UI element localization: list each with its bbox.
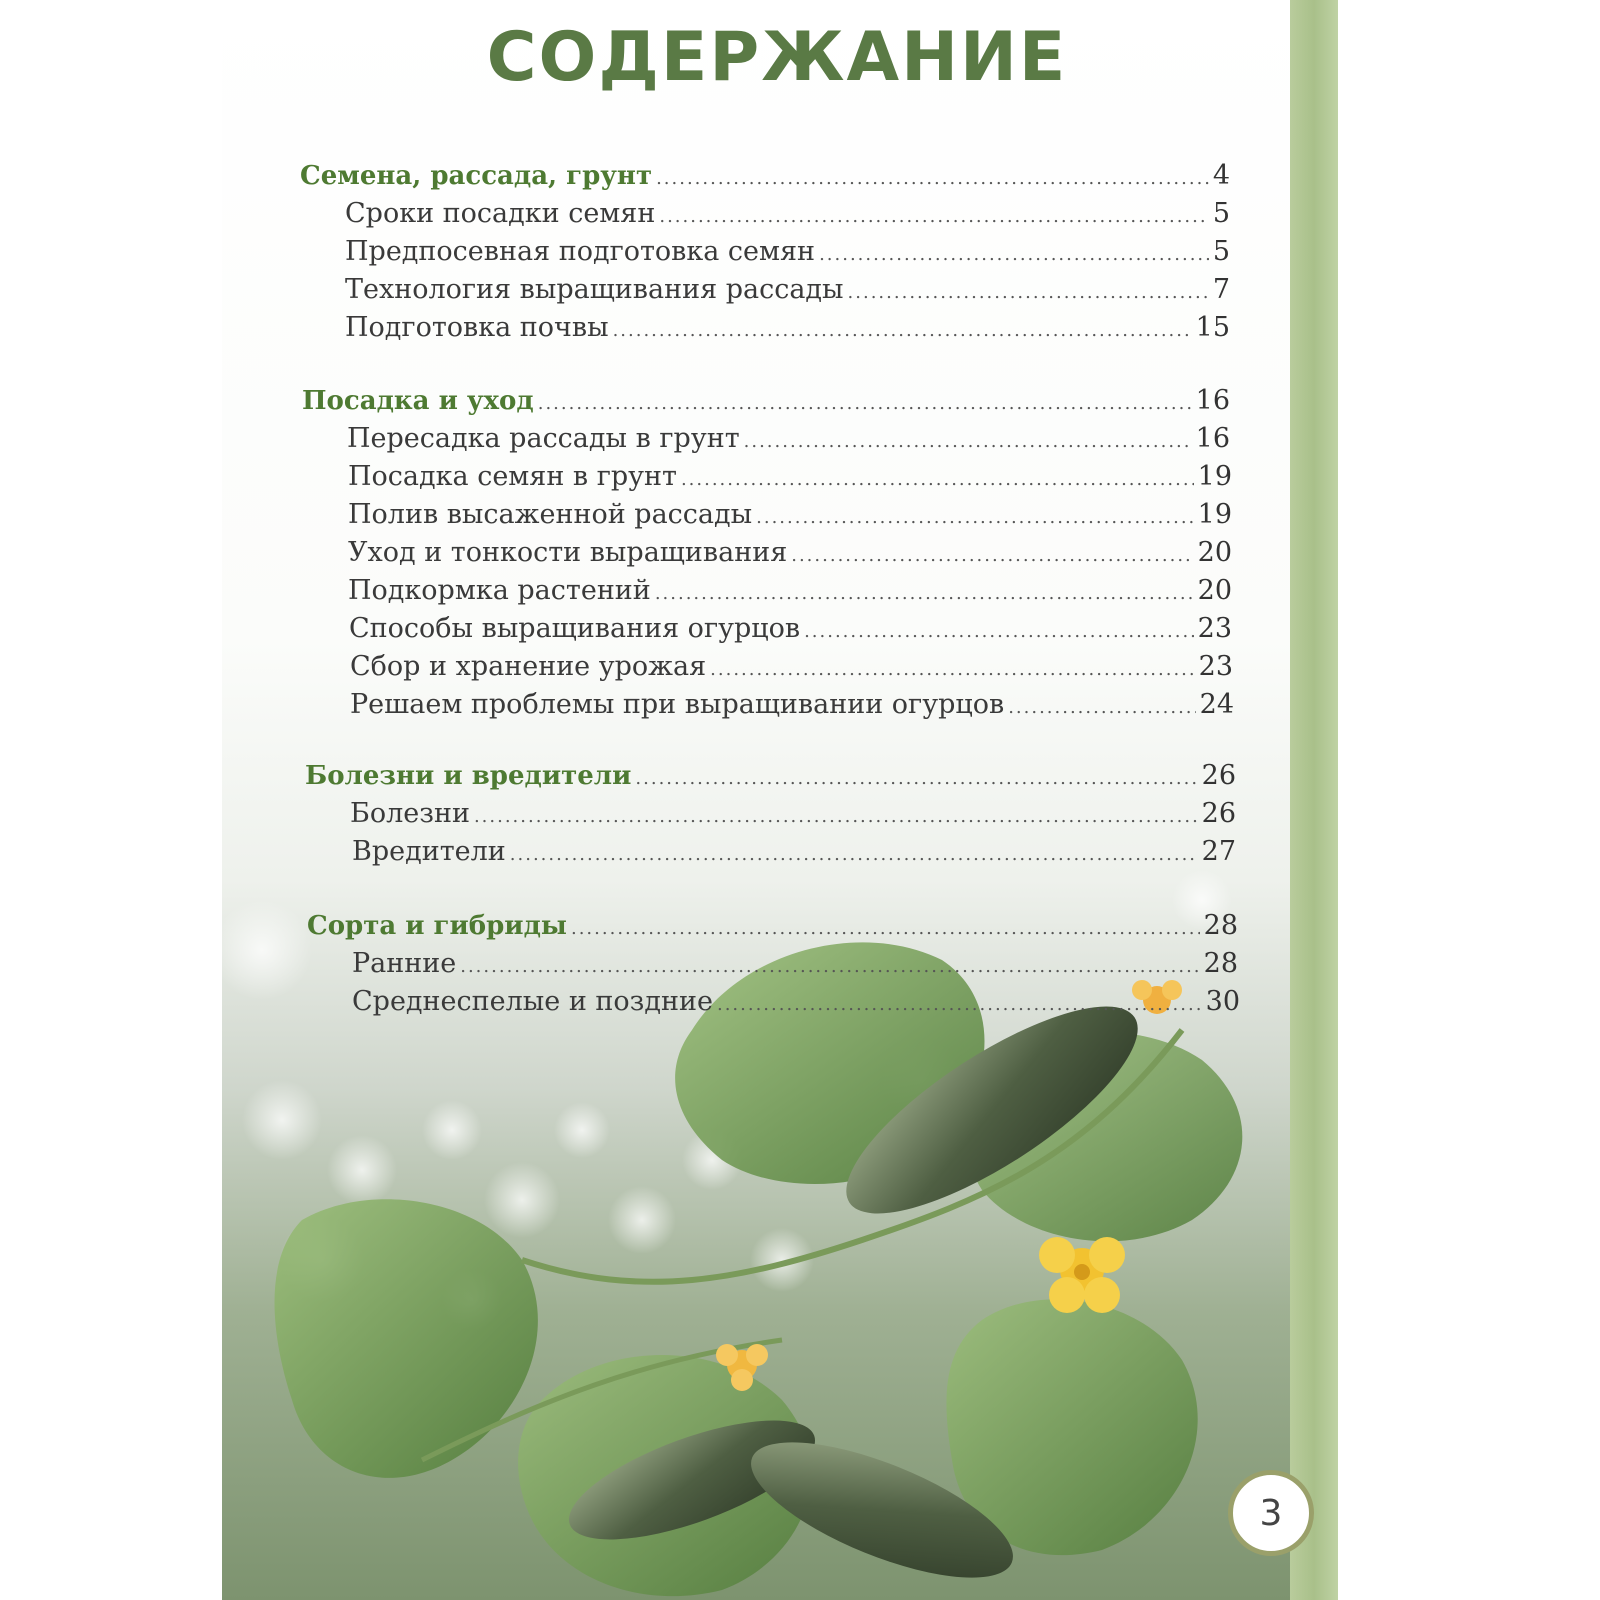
toc-label: Подкормка растений [348,575,651,606]
toc-leader-dots [635,768,1197,789]
toc-label: Решаем проблемы при выращивании огурцов [350,689,1005,720]
toc-leader-dots [848,282,1209,303]
toc-page-number: 20 [1197,575,1232,606]
toc-page-number: 26 [1201,798,1236,829]
toc-label: Ранние [352,948,457,979]
toc-label: Полив высаженной рассады [348,499,753,530]
toc-entry [345,274,1230,305]
toc-page-number: 5 [1212,236,1230,267]
toc-entry [350,651,1233,682]
toc-leader-dots [659,206,1208,227]
toc-entry [352,836,1236,867]
toc-entry [345,236,1230,267]
toc-entry [348,499,1232,530]
toc-label: Сроки посадки семян [345,198,656,229]
toc-page-number: 16 [1195,423,1230,454]
toc-label: Среднеспелые и поздние [352,986,713,1017]
toc-section [305,760,1236,791]
toc-leader-dots [613,320,1192,341]
toc-label: Предпосевная подготовка семян [345,236,816,267]
toc-leader-dots [460,956,1199,977]
toc-label: Посадка и уход [302,386,534,416]
toc-label: Способы выращивания огурцов [349,613,801,644]
toc-page-number: 7 [1212,274,1230,305]
toc-leader-dots [791,545,1193,566]
toc-leader-dots [1008,697,1195,718]
toc-entry [350,689,1234,720]
toc-label: Сбор и хранение урожая [350,651,707,682]
toc-page-number: 19 [1197,461,1232,492]
toc-leader-dots [819,244,1209,265]
toc-page-number: 27 [1201,836,1236,867]
toc-section [302,385,1230,416]
toc-leader-dots [717,994,1202,1015]
toc-leader-dots [655,583,1194,604]
page-title: СОДЕРЖАНИЕ [486,18,1068,97]
toc-entry [350,798,1236,829]
toc-page-number: 28 [1203,948,1238,979]
toc-page-number: 26 [1201,760,1236,791]
toc-entry [348,575,1232,606]
toc-leader-dots [538,393,1192,414]
toc-leader-dots [571,918,1200,939]
toc-leader-dots [756,507,1194,528]
page-number: 3 [1228,1470,1314,1556]
toc-section [307,910,1238,941]
toc-entry [352,986,1240,1017]
toc-label: Сорта и гибриды [307,911,567,941]
toc-leader-dots [681,469,1194,490]
toc-label: Вредители [352,836,506,867]
toc-leader-dots [510,844,1198,865]
toc-label: Болезни [350,798,470,829]
toc-entry [349,613,1232,644]
toc-label: Пересадка рассады в грунт [347,423,740,454]
toc-leader-dots [656,168,1209,189]
toc-entry [345,312,1230,343]
toc-label: Технология выращивания рассады [345,274,844,305]
toc-label: Подготовка почвы [345,312,609,343]
toc-leader-dots [710,659,1194,680]
toc-page-number: 30 [1205,986,1240,1017]
toc-label: Болезни и вредители [305,761,632,791]
toc-entry [345,198,1230,229]
toc-label: Уход и тонкости выращивания [348,537,788,568]
toc-entry [347,423,1230,454]
toc-page-number: 16 [1195,385,1230,416]
toc-page-number: 19 [1197,499,1232,530]
toc-page-number: 20 [1197,537,1232,568]
toc-entry [348,461,1232,492]
toc-page-number: 4 [1212,160,1230,191]
toc-section [300,160,1230,191]
toc-page-number: 23 [1197,613,1232,644]
toc-leader-dots [474,806,1198,827]
toc-page-number: 5 [1212,198,1230,229]
toc-label: Посадка семян в грунт [348,461,677,492]
toc-entry [348,537,1232,568]
toc-entry [352,948,1238,979]
toc-page-number: 15 [1195,312,1230,343]
toc-page-number: 23 [1198,651,1233,682]
toc-leader-dots [804,621,1194,642]
toc-label: Семена, рассада, грунт [300,161,653,191]
toc-page-number: 28 [1203,910,1238,941]
toc-page-number: 24 [1199,689,1234,720]
toc-leader-dots [744,431,1192,452]
